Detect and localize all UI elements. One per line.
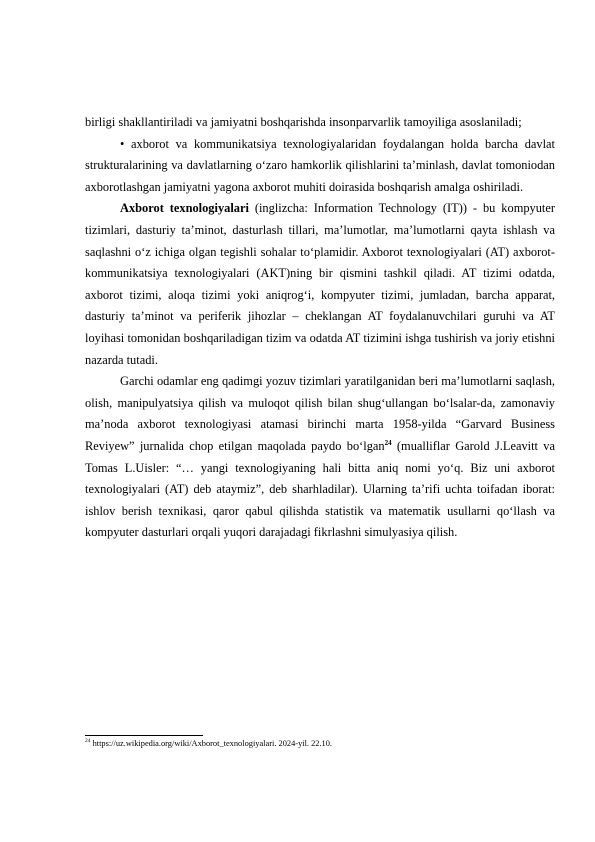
definition-text: (inglizcha: Information Technology (IT)) - bu kompyuter tizimlari, dasturiy ta’minot, dasturlash tillari, ma’lumotlar, ma’lumotlarni qayta ishlash va saqlashni o‘z ichiga olgan tegishli sohalar to‘plamidir. Axborot texnologiyalari (AT) axborot-kommunikatsiya texnologiyalari (AKT)ning bir qismini tashkil qiladi. AT tizimi odatda, axborot tizimi, aloqa tizimi yoki aniqrog‘i, kompyuter tizimi, jumladan, barcha apparat, dasturiy ta’minot va periferik jihozlar – cheklangan AT foydalanuvchilari guruhi va AT loyihasi tomonidan boshqariladigan tizim va odatda AT tizimini ishga tushirish va joriy etishni nazarda tutadi. <box>85 201 555 367</box>
bold-term: Axborot texnologiyalari <box>120 201 249 216</box>
body-text <box>85 112 555 544</box>
footnote-separator <box>85 735 203 736</box>
footnote-link-text[interactable]: https://uz.wikipedia.org/wiki/Axborot_texnologiyalari. 2024-yil. 22.10. <box>90 739 333 748</box>
history-text-part1: Garchi odamlar eng qadimgi yozuv tizimlari yaratilganidan beri ma’lumotlarni saqlash, olish, manipulyatsiya qilish va muloqot qilish bilan shug‘ullangan bo‘lsalar-da, zamonaviy ma’noda axborot texnologiyasi atamasi birinchi marta 1958-yilda “Garvard Business Reviyew” jurnalida chop etilgan maqolada paydo bo‘lgan <box>85 374 555 453</box>
footnote-reference[interactable]: 24 <box>384 438 392 447</box>
paragraph-definition <box>85 198 555 371</box>
history-text-part2: (mualliflar Garold J.Leavitt va Tomas L.Uisler: “… yangi texnologiyaning hali bitta aniq nomi yo‘q. Biz uni axborot texnologiyalari (AT) deb ataymiz”, deb sharhladilar). Ularning ta’rifi uchta toifadan iborat: ishlov berish texnikasi, qaror qabul qilishda statistik va matematik usullarni qo‘llash va kompyuter dasturlari orqali yuqori darajadagi fikrlashni simulyasiya qilish. <box>85 438 555 540</box>
bullet-paragraph: • axborot va kommunikatsiya texnologiyalaridan foydalangan holda barcha davlat strukturalarining va davlatlarning o‘zaro hamkorlik qilishlarini ta’minlash, davlat tomoniodan axborotlashgan jamiyatni yagona axborot muhiti doirasida boshqarish amalga oshiriladi. <box>85 136 555 194</box>
footnote-number: 24 <box>85 738 91 745</box>
footnote <box>85 738 555 749</box>
paragraph-history <box>85 371 555 544</box>
paragraph-continuation: birligi shakllantiriladi va jamiyatni boshqarishda insonparvarlik tamoyiliga asoslaniladi; <box>85 115 522 129</box>
